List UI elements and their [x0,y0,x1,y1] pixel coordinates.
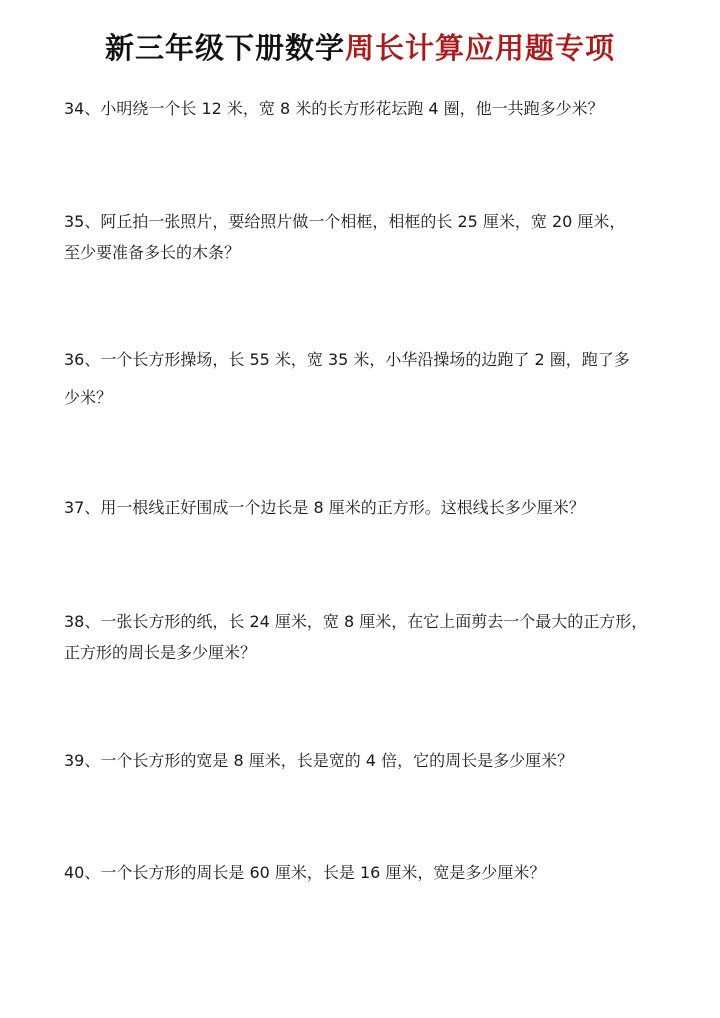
problem-39 [64,745,684,776]
page-title [0,28,720,68]
problem-35-line-1: 35、阿丘拍一张照片，要给照片做一个相框，相框的长 25 厘米，宽 20 厘米， [64,212,626,231]
problem-35 [64,206,684,268]
problem-36-line-2: 少米？ [64,388,113,407]
problem-36-line-1: 36、一个长方形操场，长 55 米，宽 35 米，小华沿操场的边跑了 2 圈，跑了多 [64,350,630,369]
problem-35-line-2: 至少要准备多长的木条？ [64,243,241,262]
problem-34-line-1: 34、小明绕一个长 12 米，宽 8 米的长方形花坛跑 4 圈，他一共跑多少米？ [64,99,604,118]
problem-34 [64,93,684,124]
problem-40 [64,857,684,888]
title-grade-subject: 新三年级下册数学 [104,31,345,65]
problem-39-line-1: 39、一个长方形的宽是 8 厘米，长是宽的 4 倍，它的周长是多少厘米？ [64,751,574,770]
problem-38 [64,606,684,668]
problem-40-line-1: 40、一个长方形的周长是 60 厘米，长是 16 厘米，宽是多少厘米？ [64,863,546,882]
problem-37 [64,492,684,523]
problem-38-line-1: 38、一张长方形的纸，长 24 厘米，宽 8 厘米，在它上面剪去一个最大的正方形， [64,612,648,631]
problem-37-line-1: 37、用一根线正好围成一个边长是 8 厘米的正方形。这根线长多少厘米？ [64,498,585,517]
problem-36 [64,341,684,417]
title-topic: 周长计算应用题专项 [345,31,616,65]
problem-38-line-2: 正方形的周长是多少厘米？ [64,643,257,662]
